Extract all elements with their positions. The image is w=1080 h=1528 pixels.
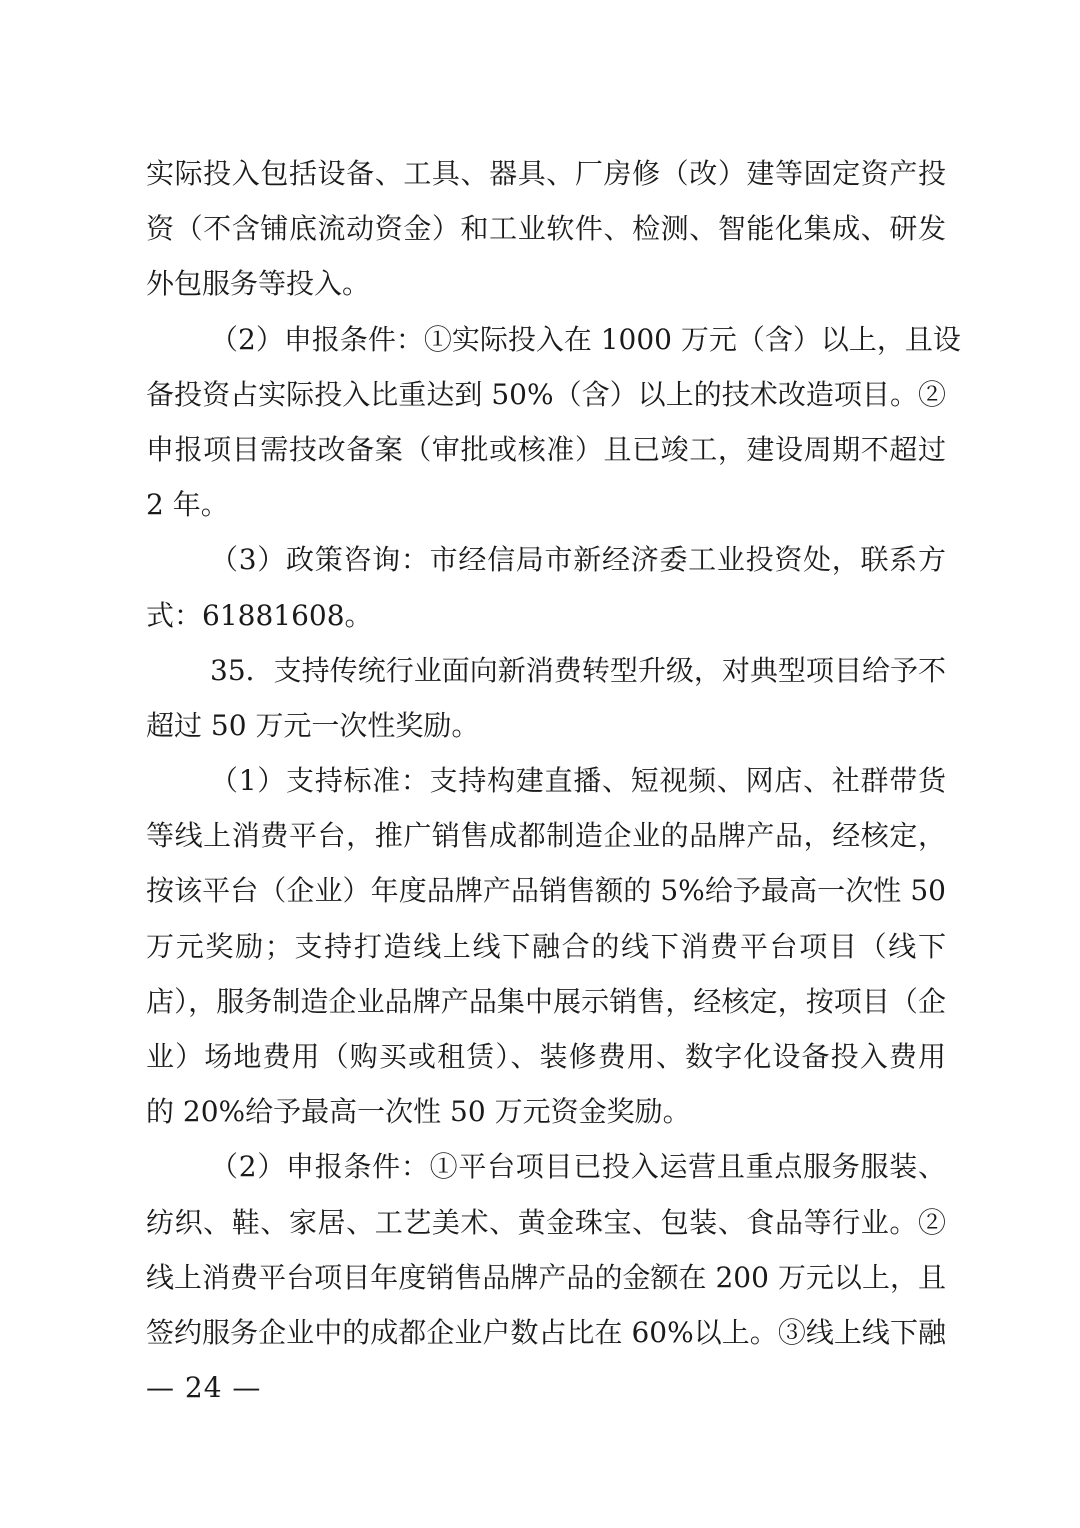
text-line: 实际投入包括设备、工具、器具、厂房修（改）建等固定资产投 bbox=[146, 157, 946, 190]
text-line: 超过 50 万元一次性奖励。 bbox=[146, 708, 480, 742]
text-line: （2）申报条件：①平台项目已投入运营且重点服务服装、 bbox=[210, 1150, 946, 1184]
page-number: — 24 — bbox=[146, 1371, 262, 1404]
text-line: 备投资占实际投入比重达到 50%（含）以上的技术改造项目。② bbox=[146, 377, 946, 411]
text-line: 按该平台（企业）年度品牌产品销售额的 5%给予最高一次性 50 bbox=[146, 874, 946, 908]
text-line: 等线上消费平台，推广销售成都制造企业的品牌产品，经核定， bbox=[146, 819, 946, 853]
text-line: 的 20%给予最高一次性 50 万元资金奖励。 bbox=[146, 1095, 691, 1129]
text-line: 35．支持传统行业面向新消费转型升级，对典型项目给予不 bbox=[210, 653, 946, 687]
text-line: 纺织、鞋、家居、工艺美术、黄金珠宝、包装、食品等行业。② bbox=[146, 1205, 946, 1239]
text-line: （2）申报条件：①实际投入在 1000 万元（含）以上，且设 bbox=[210, 322, 961, 356]
text-line: 2 年。 bbox=[146, 488, 229, 522]
text-line: 签约服务企业中的成都企业户数占比在 60%以上。③线上线下融 bbox=[146, 1315, 946, 1349]
text-line: 万元奖励；支持打造线上线下融合的线下消费平台项目（线下 bbox=[146, 929, 946, 963]
text-line: 资（不含铺底流动资金）和工业软件、检测、智能化集成、研发 bbox=[146, 212, 946, 246]
text-line: 外包服务等投入。 bbox=[146, 267, 371, 301]
text-line: 线上消费平台项目年度销售品牌产品的金额在 200 万元以上，且 bbox=[146, 1260, 946, 1294]
text-line: 式：61881608。 bbox=[146, 598, 373, 632]
text-line: 店），服务制造企业品牌产品集中展示销售，经核定，按项目（企 bbox=[146, 984, 946, 1018]
body-text bbox=[146, 146, 961, 1360]
text-line: （1）支持标准：支持构建直播、短视频、网店、社群带货 bbox=[210, 764, 946, 798]
text-line: 业）场地费用（购买或租赁）、装修费用、数字化设备投入费用 bbox=[146, 1040, 946, 1073]
text-line: 申报项目需技改备案（审批或核准）且已竣工，建设周期不超过 bbox=[146, 432, 946, 466]
text-line: （3）政策咨询：市经信局市新经济委工业投资处，联系方 bbox=[210, 543, 946, 577]
